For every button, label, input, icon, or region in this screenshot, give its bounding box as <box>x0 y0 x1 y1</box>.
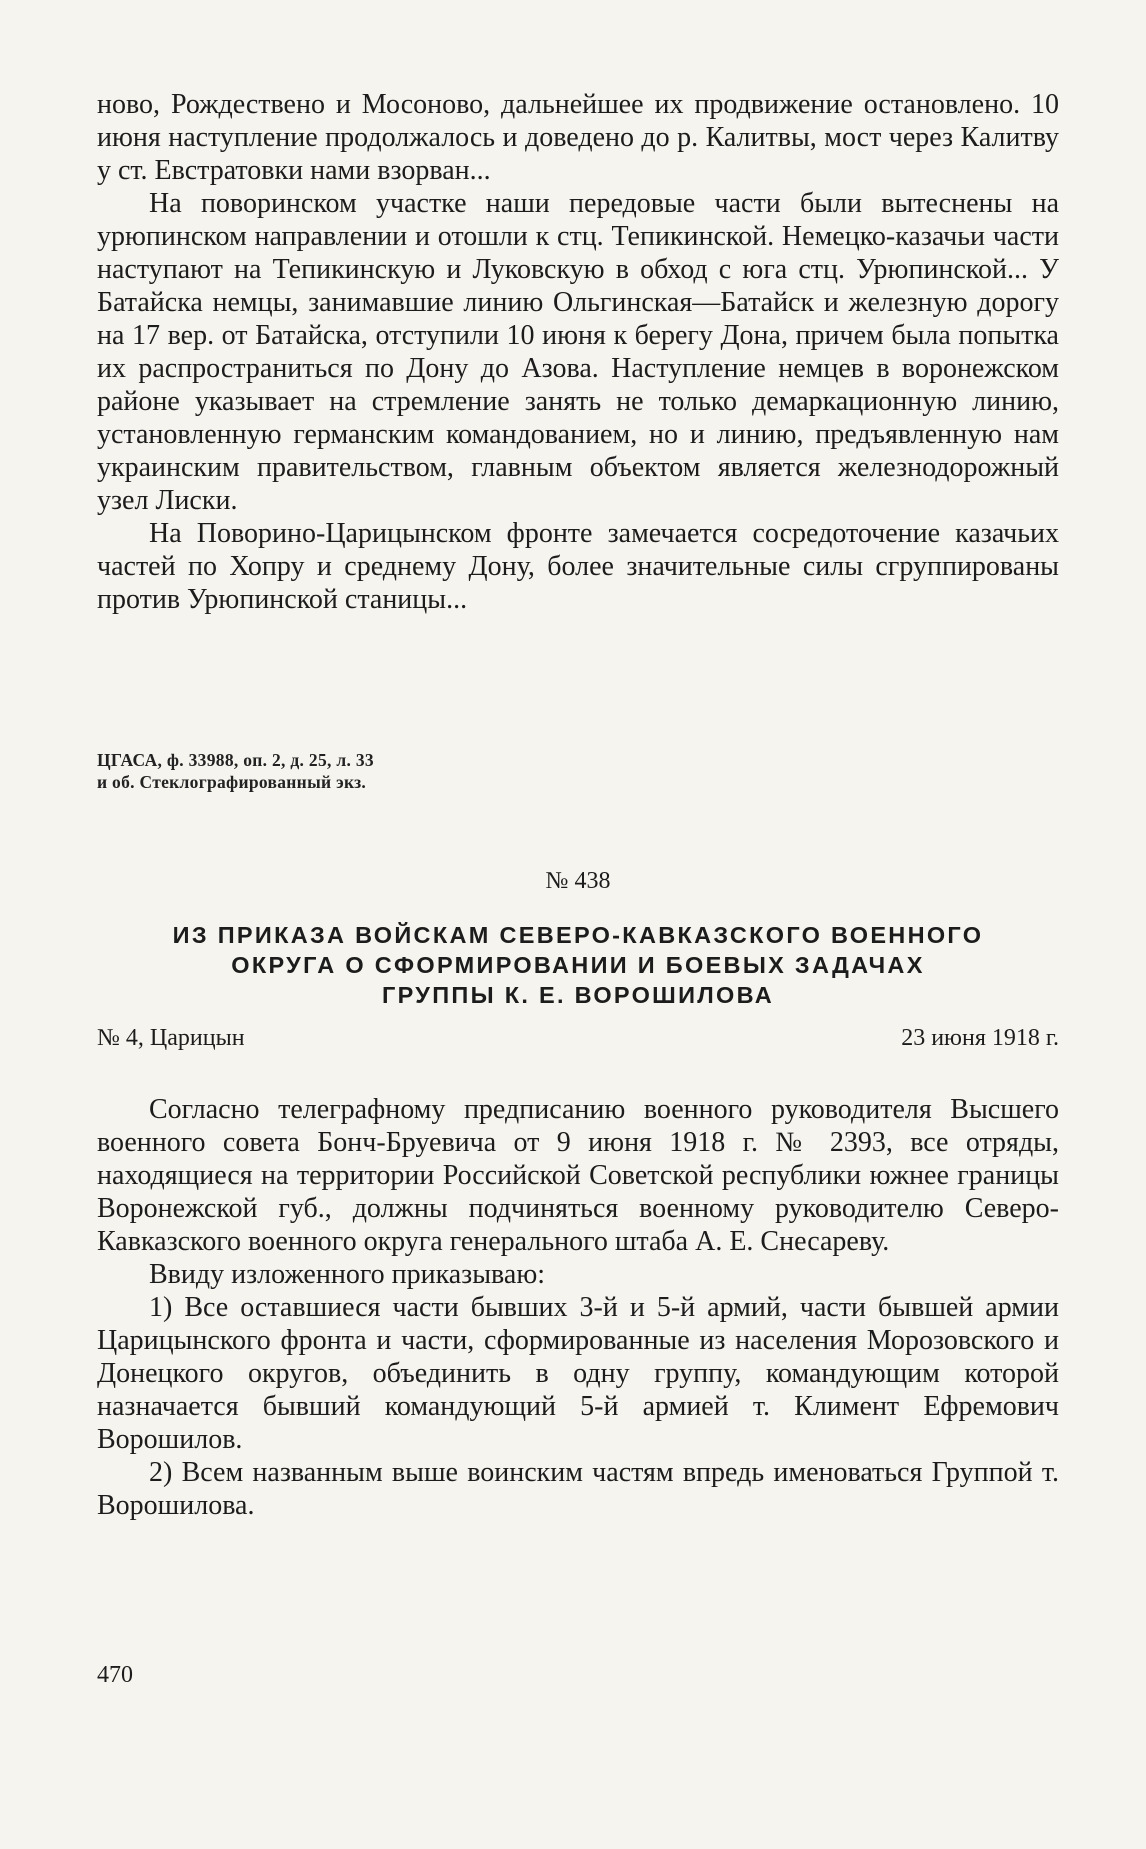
document-title-line: ОКРУГА О СФОРМИРОВАНИИ И БОЕВЫХ ЗАДАЧАХ <box>231 952 925 978</box>
archive-reference <box>97 749 1059 793</box>
order-dateline <box>97 1025 1059 1052</box>
archive-reference-line: и об. Стеклографированный экз. <box>97 772 367 792</box>
top-text-section <box>97 88 1059 616</box>
document-title-line: ГРУППЫ К. Е. ВОРОШИЛОВА <box>381 982 774 1008</box>
paragraph: На Поворино-Царицынском фронте замечается сосредоточение казачьих частей по Хопру и среднему Дону, более значительные силы сгруппированы против Урюпинской станицы... <box>97 518 1059 615</box>
page-number: 470 <box>97 1662 133 1688</box>
order-number: № 4, Царицын <box>97 1025 245 1051</box>
document-number: № 438 <box>545 868 611 894</box>
paragraph: ново, Рождествено и Мосоново, дальнейшее их продвижение остановлено. 10 июня наступление продолжалось и доведено до р. Калитвы, мост через Калитву у ст. Евстратовки нами взорван... <box>97 89 1059 186</box>
paragraph: Согласно телеграфному предписанию военного руководителя Высшего военного совета Бонч-Бруевича от 9 июня 1918 г. № 2393, все отряды, находящиеся на территории Российской Советской республики южнее границы Воронежской губ., должны подчиняться военному руководителю Северо-Кавказского военного округа генерального штаба А. Е. Снесареву. <box>97 1094 1059 1257</box>
document-title-line: ИЗ ПРИКАЗА ВОЙСКАМ СЕВЕРО-КАВКАЗСКОГО ВОЕННОГО <box>172 922 984 948</box>
paragraph: Ввиду изложенного приказываю: <box>149 1259 546 1290</box>
archive-reference-line: ЦГАСА, ф. 33988, оп. 2, д. 25, л. 33 <box>97 750 374 770</box>
paragraph: 1) Все оставшиеся части бывших 3-й и 5-й армий, части бывшей армии Царицынского фронта и части, сформированные из населения Морозовского и Донецкого округов, объединить в одну группу, командующим которой назначается бывший командующий 5-й армией т. Климент Ефремович Ворошилов. <box>97 1292 1059 1455</box>
order-body <box>97 1093 1059 1522</box>
paragraph: На поворинском участке наши передовые части были вытеснены на урюпинском направлении и отошли к стц. Тепикинской. Немецко-казачьи части наступают на Тепикинскую и Луковскую в обход с юга стц. Урюпинской... У Батайска немцы, занимавшие линию Ольгинская—Батайск и железную дорогу на 17 вер. от Батайска, отступили 10 июня к берегу Дона, причем была попытка их распространиться по Дону до Азова. Наступление немцев в воронежском районе указывает на стремление занять не только демаркационную линию, установленную германским командованием, но и линию, предъявленную нам украинским правительством, главным объектом является железнодорожный узел Лиски. <box>97 188 1059 516</box>
document-title <box>97 920 1059 1010</box>
paragraph: 2) Всем названным выше воинским частям впредь именоваться Группой т. Ворошилова. <box>97 1457 1059 1521</box>
order-date: 23 июня 1918 г. <box>901 1025 1059 1051</box>
